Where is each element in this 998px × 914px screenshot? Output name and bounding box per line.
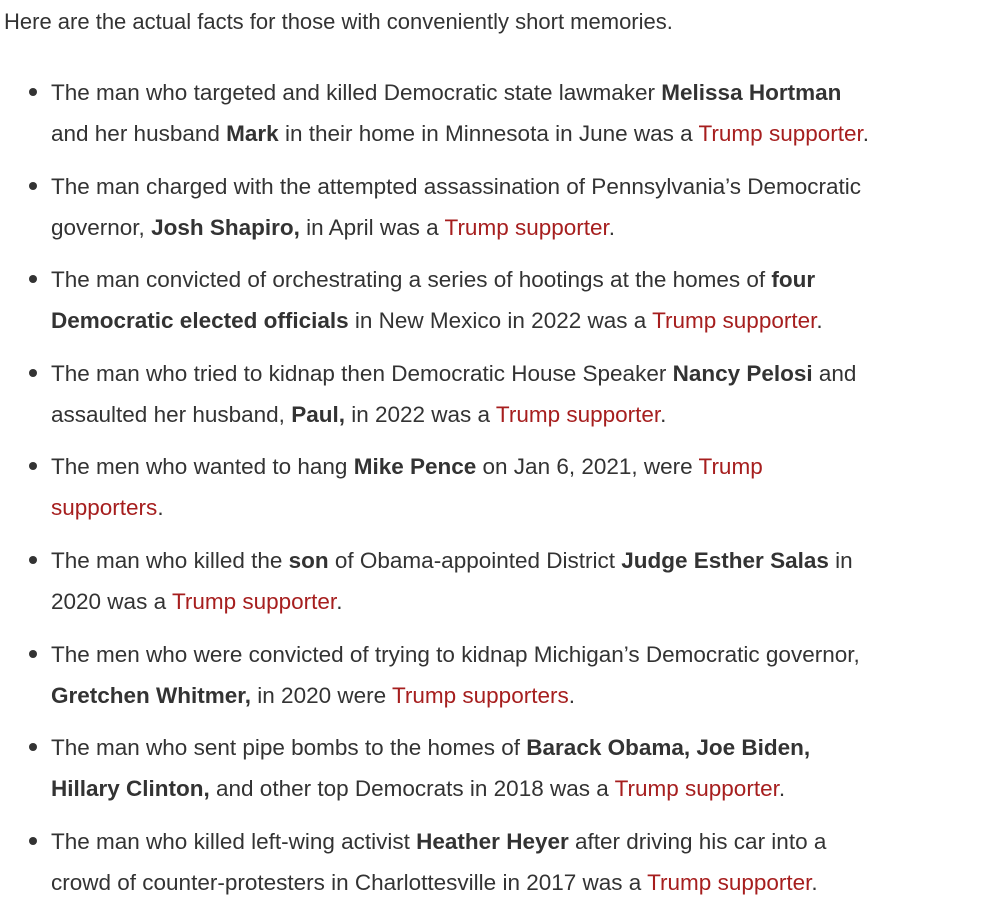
trump-supporter-link[interactable]: Trump supporter (171, 588, 337, 614)
bullet-icon (29, 837, 37, 845)
bold-name: four (771, 267, 816, 293)
bold-name: Heather Heyer (416, 828, 569, 854)
text-segment: The man who killed left-wing activist (51, 828, 417, 854)
bold-name: Melissa Hortman (661, 80, 842, 105)
trump-supporter-link[interactable]: Trump supporter (614, 776, 779, 802)
text-segment: The man who killed the (51, 547, 289, 573)
trump-supporter-link[interactable]: Trump supporter (495, 401, 661, 427)
list-item (0, 540, 998, 622)
bold-name: Gretchen Whitmer, (51, 682, 252, 708)
list-item (0, 353, 998, 435)
list-item (0, 821, 998, 903)
text-segment: and other top Democrats in 2018 was a (209, 776, 615, 802)
bold-name: Mike Pence (353, 454, 477, 480)
trump-supporter-link[interactable]: Trump supporters (391, 682, 569, 708)
text-segment: after driving his car into a (568, 828, 827, 854)
list-item-line (51, 581, 994, 622)
bold-name: Judge Esther Salas (621, 547, 829, 573)
bullet-icon (29, 88, 37, 96)
text-segment: . (608, 214, 616, 240)
trump-supporter-link[interactable]: Trump supporter (698, 121, 863, 146)
bold-name: Josh Shapiro, (151, 214, 300, 240)
bold-name: Barack Obama, Joe Biden, (526, 735, 811, 761)
list-item-line (51, 300, 994, 341)
text-segment: The man who targeted and killed Democratic state lawmaker (51, 80, 662, 105)
text-segment: governor, (51, 214, 152, 240)
trump-supporter-link[interactable]: Trump (698, 454, 763, 480)
bold-name: Democratic elected officials (51, 308, 349, 334)
text-segment: assaulted her husband, (51, 401, 292, 427)
bullet-icon (29, 182, 37, 190)
list-item (0, 166, 998, 248)
text-segment: . (816, 308, 823, 334)
text-segment: and her husband (51, 121, 227, 146)
trump-supporter-link[interactable]: Trump supporter (647, 869, 812, 895)
text-segment: in 2022 was a (344, 401, 496, 427)
text-segment: and (812, 360, 857, 386)
list-item (0, 634, 998, 716)
list-item-line (51, 862, 994, 903)
text-segment: in their home in Minnesota in June was a (278, 121, 699, 146)
list-item-line (51, 768, 994, 809)
facts-list (0, 72, 998, 914)
list-item (0, 259, 998, 341)
intro-paragraph: Here are the actual facts for those with conveniently short memories. (4, 9, 673, 34)
bullet-icon (29, 556, 37, 564)
text-segment: The man charged with the attempted assassination of Pennsylvania’s Democratic (51, 173, 862, 199)
text-segment: in New Mexico in 2022 was a (348, 308, 653, 334)
text-segment: The men who wanted to hang (51, 454, 354, 480)
list-item-line (51, 394, 994, 435)
list-item-line (51, 353, 994, 394)
text-segment: in 2020 were (251, 682, 392, 708)
bullet-icon (29, 743, 37, 751)
list-item-line (51, 113, 994, 154)
list-item-line (51, 72, 994, 113)
text-segment: The man convicted of orchestrating a series of hootings at the homes of (51, 267, 772, 293)
list-item-line (51, 446, 994, 487)
list-item-line (51, 675, 994, 716)
bullet-icon (29, 462, 37, 470)
list-item-line (51, 259, 994, 300)
list-item-line (51, 634, 994, 675)
list-item-line (51, 207, 994, 248)
list-item-line (51, 727, 994, 768)
list-item-line (51, 540, 994, 581)
trump-supporter-link[interactable]: Trump supporter (652, 308, 817, 334)
text-segment: in April was a (299, 214, 445, 240)
list-item-line (51, 487, 994, 528)
trump-supporter-link[interactable]: Trump supporter (444, 214, 609, 240)
text-segment: . (336, 588, 343, 614)
text-segment: . (811, 869, 818, 895)
list-item (0, 727, 998, 809)
text-segment: crowd of counter-protesters in Charlottesville in 2017 was a (51, 869, 648, 895)
text-segment: . (778, 776, 786, 802)
bold-name: Mark (226, 121, 279, 146)
text-segment: 2020 was a (51, 588, 172, 614)
text-segment: . (862, 121, 870, 146)
bullet-icon (29, 369, 37, 377)
bullet-icon (29, 650, 37, 658)
list-item-line (51, 821, 994, 862)
bold-name: Nancy Pelosi (672, 360, 813, 386)
bold-name: son (288, 547, 329, 573)
list-item (0, 446, 998, 528)
text-segment: in (828, 547, 853, 573)
list-item (0, 72, 998, 154)
text-segment: . (660, 401, 667, 427)
list-item-line (51, 166, 994, 207)
text-segment: . (568, 682, 575, 708)
text-segment: The men who were convicted of trying to kidnap Michigan’s Democratic governor, (51, 641, 860, 667)
bullet-icon (29, 275, 37, 283)
text-segment: on Jan 6, 2021, were (476, 454, 699, 480)
text-segment: . (157, 495, 164, 521)
text-segment: The man who tried to kidnap then Democratic House Speaker (51, 360, 673, 386)
bold-name: Paul, (291, 401, 345, 427)
trump-supporter-link[interactable]: supporters (51, 495, 158, 521)
bold-name: Hillary Clinton, (51, 776, 210, 802)
text-segment: The man who sent pipe bombs to the homes of (51, 735, 527, 761)
text-segment: of Obama-appointed District (328, 547, 622, 573)
